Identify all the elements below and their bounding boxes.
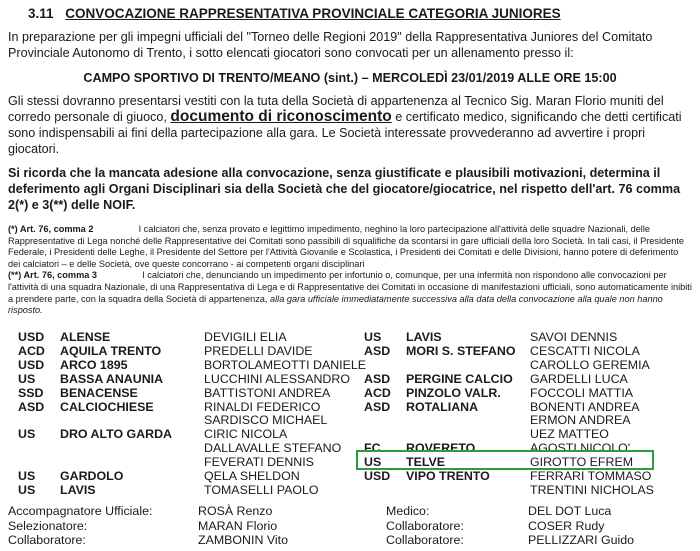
roster-row bbox=[0, 400, 700, 415]
player-name: FERRARI TOMMASO bbox=[530, 469, 652, 483]
roster-row bbox=[0, 372, 700, 387]
roster-row bbox=[0, 344, 700, 359]
player-name: FEVERATI DENNIS bbox=[204, 455, 314, 470]
club-type: ASD bbox=[364, 371, 391, 386]
club-type: ASD bbox=[364, 343, 391, 358]
staff-name: DEL DOT Luca bbox=[528, 504, 612, 518]
instructions-paragraph bbox=[8, 93, 692, 157]
staff-list bbox=[0, 504, 700, 551]
player-name: SAVOI DENNIS bbox=[530, 330, 618, 344]
player-name: DALLAVALLE STEFANO bbox=[204, 441, 342, 456]
staff-row bbox=[0, 504, 700, 519]
club-type: ACD bbox=[18, 343, 45, 358]
club-name: BASSA ANAUNIA bbox=[60, 371, 164, 386]
club-type: US bbox=[364, 455, 382, 470]
staff-row bbox=[0, 533, 700, 548]
club-type: ASD bbox=[18, 399, 45, 414]
staff-name: ROSÀ Renzo bbox=[198, 504, 273, 518]
club-name: GARDOLO bbox=[60, 469, 124, 483]
staff-role: Collaboratore: bbox=[386, 533, 464, 547]
club-type: US bbox=[18, 469, 36, 483]
player-name: BONENTI ANDREA bbox=[530, 399, 640, 414]
player-name: TRENTINI NICHOLAS bbox=[530, 482, 654, 497]
staff-name: MARAN Florio bbox=[198, 518, 278, 533]
player-name: LUCCHINI ALESSANDRO bbox=[204, 371, 350, 386]
highlight-box bbox=[356, 450, 654, 470]
staff-role: Medico: bbox=[386, 504, 430, 518]
note-2-italic: alla gara ufficiale immediatamente successiva alla data della convocazione alla quale non hanno risposto. bbox=[8, 293, 663, 316]
club-name: DRO ALTO GARDA bbox=[60, 427, 172, 442]
player-name: ERMON ANDREA bbox=[530, 413, 631, 428]
club-name: BENACENSE bbox=[60, 385, 138, 400]
venue-line: CAMPO SPORTIVO DI TRENTO/MEANO (sint.) – MERCOLEDÌ 23/01/2019 ALLE ORE 15:00 bbox=[83, 71, 617, 85]
club-name: ARCO 1895 bbox=[60, 357, 128, 372]
instructions-text-before: Gli stessi dovranno presentarsi vestiti con la tuta della Società di appartenenza al Tecnico Sig. Maran Florio muniti del corredo personale di giuoco, bbox=[8, 94, 664, 124]
club-name: LAVIS bbox=[406, 330, 442, 344]
staff-name: COSER Rudy bbox=[528, 518, 605, 533]
roster-row bbox=[0, 469, 700, 484]
player-name: GIROTTO EFREM bbox=[530, 455, 634, 470]
player-name: CAROLLO GEREMIA bbox=[530, 357, 650, 372]
player-roster bbox=[0, 330, 700, 498]
club-type: USD bbox=[364, 469, 391, 483]
staff-name: PELLIZZARI Guido bbox=[528, 533, 635, 547]
player-name: PREDELLI DAVIDE bbox=[204, 343, 313, 358]
roster-row bbox=[0, 483, 700, 498]
roster-row bbox=[0, 413, 700, 428]
player-name: RINALDI FEDERICO bbox=[204, 399, 321, 414]
club-type: USD bbox=[18, 357, 45, 372]
staff-role: Accompagnatore Ufficiale: bbox=[8, 504, 153, 518]
player-name: UEZ MATTEO bbox=[530, 427, 609, 442]
club-name: ALENSE bbox=[60, 330, 111, 344]
player-name: GARDELLI LUCA bbox=[530, 371, 628, 386]
player-name: BORTOLAMEOTTI DANIELE bbox=[204, 357, 367, 372]
roster-row bbox=[0, 386, 700, 401]
club-type: FC bbox=[364, 441, 381, 456]
document-requirement: documento di riconoscimento bbox=[170, 108, 392, 125]
instructions-text-after: e certificato medico, significando che detti certificati sono indispensabili ai fini della partecipazione alla gara. Le Società interessate provvederanno ad avvertire i propri giocatori. bbox=[8, 110, 682, 156]
note-1-label: (*) Art. 76, comma 2 bbox=[8, 224, 94, 234]
club-name: ROTALIANA bbox=[406, 399, 479, 414]
staff-role: Collaboratore: bbox=[386, 518, 464, 533]
club-name: PINZOLO VALR. bbox=[406, 385, 501, 400]
player-name: AGOSTI NICOLO' bbox=[530, 441, 631, 456]
warning-paragraph: Si ricorda che la mancata adesione alla convocazione, senza giustificate e plausibili motivazioni, determina il deferimento agli Organi Disciplinari sia della Società che del giocatore/giocatrice, nel rispetto dell'art. 76 comma 2(*) e 3(**) delle NOIF. bbox=[8, 166, 681, 212]
club-name: TELVE bbox=[406, 455, 446, 470]
player-name: CESCATTI NICOLA bbox=[530, 343, 640, 358]
roster-row bbox=[0, 330, 700, 345]
section-title bbox=[28, 6, 561, 21]
regulation-notes bbox=[8, 224, 692, 317]
club-name: AQUILA TRENTO bbox=[60, 343, 162, 358]
note-2-label: (**) Art. 76, comma 3 bbox=[8, 270, 98, 281]
club-name: LAVIS bbox=[60, 482, 96, 497]
roster-row bbox=[0, 358, 700, 373]
club-type: ASD bbox=[364, 399, 391, 414]
club-type: US bbox=[18, 482, 36, 497]
club-name: ROVERETO bbox=[406, 441, 476, 456]
club-name: CALCIOCHIESE bbox=[60, 399, 154, 414]
player-name: SARDISCO MICHAEL bbox=[204, 413, 328, 428]
club-name: PERGINE CALCIO bbox=[406, 371, 513, 386]
staff-row bbox=[0, 519, 700, 534]
note-2-text: I calciatori che, denunciando un impedimento per infortunio o, comunque, per una infermità non rispondono alle convocazioni per l'attività di una squadra Nazionale, di una Rappresentativa di Lega e di Rappresentative dei Comitati in occasione di manifestazioni ufficiali, sono automaticamente inibiti a prendere parte, con la squadra della Società di appartenenza, bbox=[8, 270, 692, 304]
intro-paragraph: In preparazione per gli impegni ufficiali del "Torneo delle Regioni 2019" della Rappresentativa Juniores del Comitato Provinciale Autonomo di Trento, i sotto elencati giocatori sono convocati per un allenamento presso il: bbox=[8, 30, 653, 60]
player-name: BATTISTONI ANDREA bbox=[204, 385, 331, 400]
staff-role: Collaboratore: bbox=[8, 533, 86, 547]
player-name: CIRIC NICOLA bbox=[204, 427, 288, 442]
club-name: MORI S. STEFANO bbox=[406, 343, 516, 358]
player-name: TOMASELLI PAOLO bbox=[204, 482, 319, 497]
club-name: VIPO TRENTO bbox=[406, 469, 490, 483]
club-type: US bbox=[364, 330, 382, 344]
player-name: FOCCOLI MATTIA bbox=[530, 385, 634, 400]
roster-row bbox=[0, 427, 700, 442]
player-name: QELA SHELDON bbox=[204, 469, 300, 483]
club-type: SSD bbox=[18, 385, 44, 400]
player-name: DEVIGILI ELIA bbox=[204, 330, 287, 344]
staff-name: ZAMBONIN Vito bbox=[198, 533, 288, 547]
club-type: US bbox=[18, 371, 36, 386]
club-type: USD bbox=[18, 330, 45, 344]
staff-role: Selezionatore: bbox=[8, 518, 88, 533]
note-1-text: I calciatori che, senza provato e legittimo impedimento, neghino la loro partecipazione all'attività delle squadre Nazionali, delle Rappresentative di Lega nonché delle Rappresentative dei Comitati sono passibili di squalifiche da scontarsi in gare ufficiali della loro Società. In tali casi, il Presidente Federale, i Presidenti delle Leghe, il Presidente del Settore per l'Attività Giovanile e Scolastica, i Presidenti dei Comitati e delle Divisioni, hanno potere di deferimento dei calciatori – e delle Società, ove queste concorrano - ai competenti organi disciplinari bbox=[8, 224, 685, 269]
section-number: 3.11 bbox=[28, 6, 54, 21]
section-heading: CONVOCAZIONE RAPPRESENTATIVA PROVINCIALE CATEGORIA JUNIORES bbox=[65, 6, 561, 21]
club-type: US bbox=[18, 427, 36, 442]
club-type: ACD bbox=[364, 385, 391, 400]
